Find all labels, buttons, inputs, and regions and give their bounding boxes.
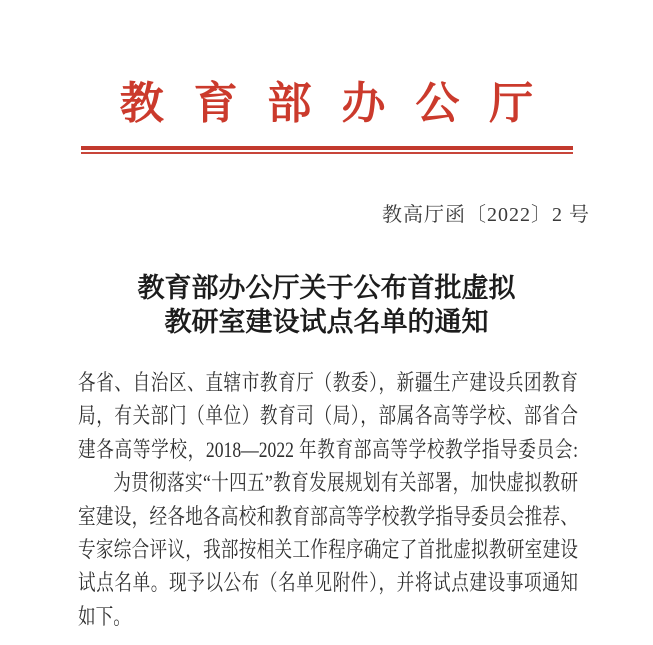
- body-line: 各省、自治区、直辖市教育厅（教委），新疆生产建设兵团教育: [78, 370, 578, 395]
- agency-letterhead: [0, 80, 653, 128]
- body-line: 建各高等学校，2018—2022 年教育部高等学校教学指导委员会:: [78, 436, 578, 462]
- document-title-line-1: 教育部办公厅关于公布首批虚拟: [137, 273, 516, 303]
- document-title: [0, 271, 653, 339]
- body-line: 专家综合评议，我部按相关工作程序确定了首批虚拟教研室建设: [78, 537, 578, 563]
- document-reference-number: 教高厅函〔2022〕2 号: [382, 204, 590, 226]
- document-body: [78, 366, 578, 633]
- body-line: 为贯彻落实“十四五”教育发展规划有关部署，加快虚拟教研: [113, 470, 578, 496]
- document-title-line-2: 教研室建设试点名单的通知: [164, 307, 489, 337]
- body-line: 室建设，经各地各高校和教育部高等学校教学指导委员会推荐、: [78, 503, 578, 529]
- body-line: 局，有关部门（单位）教育司（局），部属各高等学校、部省合: [78, 403, 578, 429]
- body-line: 如下。: [78, 603, 131, 629]
- letterhead-divider: [81, 146, 573, 154]
- divider-thin-line: [81, 152, 573, 154]
- body-line: 试点名单。现予以公布（名单见附件），并将试点建设事项通知: [78, 570, 578, 596]
- agency-name: 教育部办公厅: [119, 79, 564, 128]
